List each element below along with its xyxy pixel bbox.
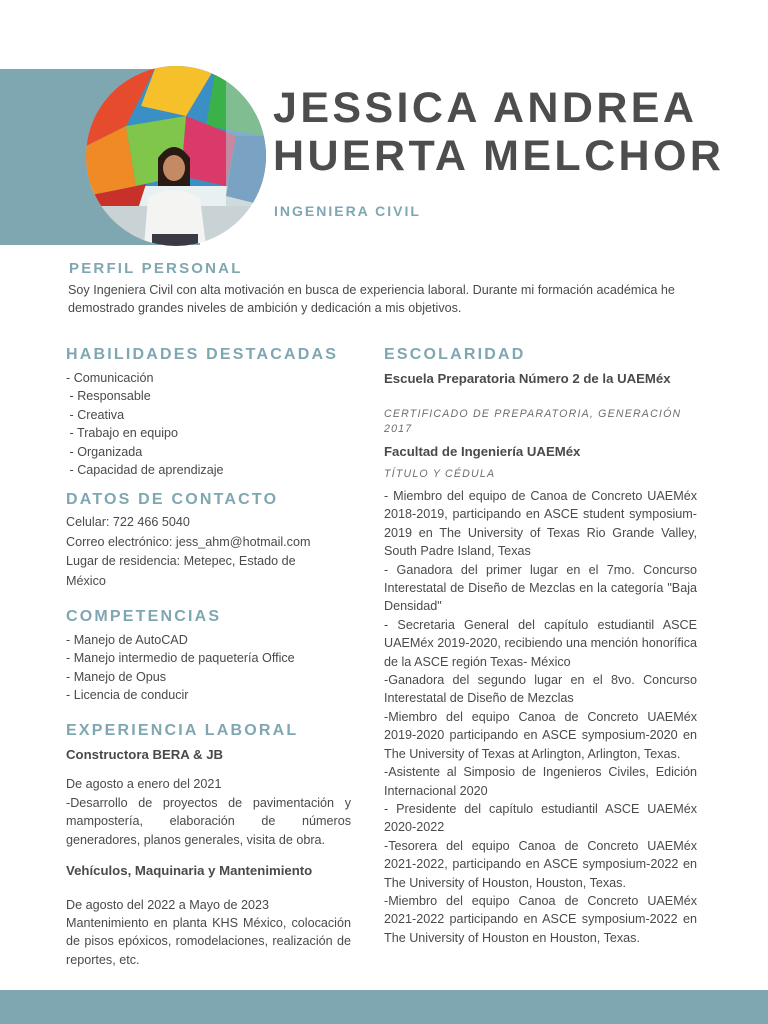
- competency-item: - Manejo de AutoCAD: [66, 633, 188, 647]
- contact-heading: DATOS DE CONTACTO: [66, 491, 279, 508]
- job-company: Vehículos, Maquinaria y Mantenimiento: [66, 863, 313, 878]
- contact-phone: Celular: 722 466 5040: [66, 515, 190, 529]
- competency-item: - Licencia de conducir: [66, 688, 189, 703]
- name-line-1: JESSICA ANDREA: [273, 84, 698, 132]
- education-heading: ESCOLARIDAD: [384, 346, 526, 363]
- candidate-name: [273, 84, 768, 180]
- competencies-heading: COMPETENCIAS: [66, 608, 222, 625]
- competency-item: - Manejo intermedio de paquetería Office: [66, 651, 295, 666]
- profile-text: Soy Ingeniera Civil con alta motivación en busca de experiencia laboral. Durante mi formación académica he demostrado grandes niveles de ambición y dedicación a mis objetivos.: [68, 283, 675, 316]
- job-description: Mantenimiento en planta KHS México, colocación de pisos epóxicos, romodelaciones, realización de reportes, etc.: [66, 916, 351, 967]
- profile-photo: [86, 66, 266, 246]
- skill-item: - Responsable: [66, 389, 151, 404]
- name-line-2: HUERTA MELCHOR: [273, 132, 725, 180]
- skill-item: - Trabajo en equipo: [66, 426, 179, 441]
- achievements-list: - Miembro del equipo de Canoa de Concreto UAEMéx 2018-2019, participando en ASCE student symposium-2019 en The University of Texas Rio Grande Valley, South Padre Island, Texas - Ganadora del primer lugar en el 7mo. Concurso Interestatal de Diseño de Mezclas en la categoría "Baja Densidad" - Secretaria General del capítulo estudiantil ASCE UAEMéx 2019-2020, recibiendo una mención honorífica de la ASCE región Texas- México -Ganadora del segundo lugar en el 8vo. Concurso Interestatal de Diseño de Mezclas -Miembro del equipo Canoa de Concreto UAEMéx 2019-2020 participando en ASCE symposium-2020 en The University of Texas at Arlington, Arlington, Texas. -Asistente al Simposio de Ingenieros Civiles, Edición Internacional 2020 - Presidente del capítulo estudiantil ASCE UAEMéx 2020-2022 -Tesorera del equipo Canoa de Concreto UAEMéx 2021-2022, participando en ASCE symposium-2022 en The University of Houston, Houston, Texas. -Miembro del equipo Canoa de Concreto UAEMéx 2021-2022 participando en ASCE symposium-2022 en The University of Houston en Houston, Texas.: [384, 489, 697, 945]
- job-period: De agosto a enero del 2021: [66, 777, 222, 791]
- skill-item: - Creativa: [66, 407, 125, 422]
- contact-email: Correo electrónico: jess_ahm@hotmail.com: [66, 534, 311, 549]
- footer-accent-band: [0, 990, 768, 1024]
- skill-item: - Comunicación: [66, 371, 154, 385]
- job-company: Constructora BERA & JB: [66, 747, 224, 762]
- job-period: De agosto del 2022 a Mayo de 2023: [66, 898, 270, 912]
- job-description: -Desarrollo de proyectos de pavimentación y mampostería, elaboración de números generadores, planos generales, visita de obra.: [66, 796, 351, 847]
- skill-item: - Organizada: [66, 444, 143, 459]
- school-degree: CERTIFICADO DE PREPARATORIA, GENERACIÓN 2017: [384, 408, 682, 435]
- profile-heading: PERFIL PERSONAL: [69, 260, 243, 277]
- skills-list: [66, 369, 356, 479]
- contact-residence: Lugar de residencia: Metepec, Estado de México: [66, 554, 296, 588]
- job-title: INGENIERA CIVIL: [274, 203, 421, 219]
- skills-heading: HABILIDADES DESTACADAS: [66, 346, 339, 363]
- competency-item: - Manejo de Opus: [66, 669, 167, 684]
- school-name: Escuela Preparatoria Número 2 de la UAEMéx: [384, 371, 671, 386]
- school-name: Facultad de Ingeniería UAEMéx: [384, 444, 581, 459]
- contact-block: [66, 513, 334, 591]
- school-degree: TÍTULO Y CÉDULA: [384, 468, 496, 480]
- experience-heading: EXPERIENCIA LABORAL: [66, 722, 299, 739]
- skill-item: - Capacidad de aprendizaje: [66, 463, 224, 478]
- competencies-list: [66, 631, 356, 705]
